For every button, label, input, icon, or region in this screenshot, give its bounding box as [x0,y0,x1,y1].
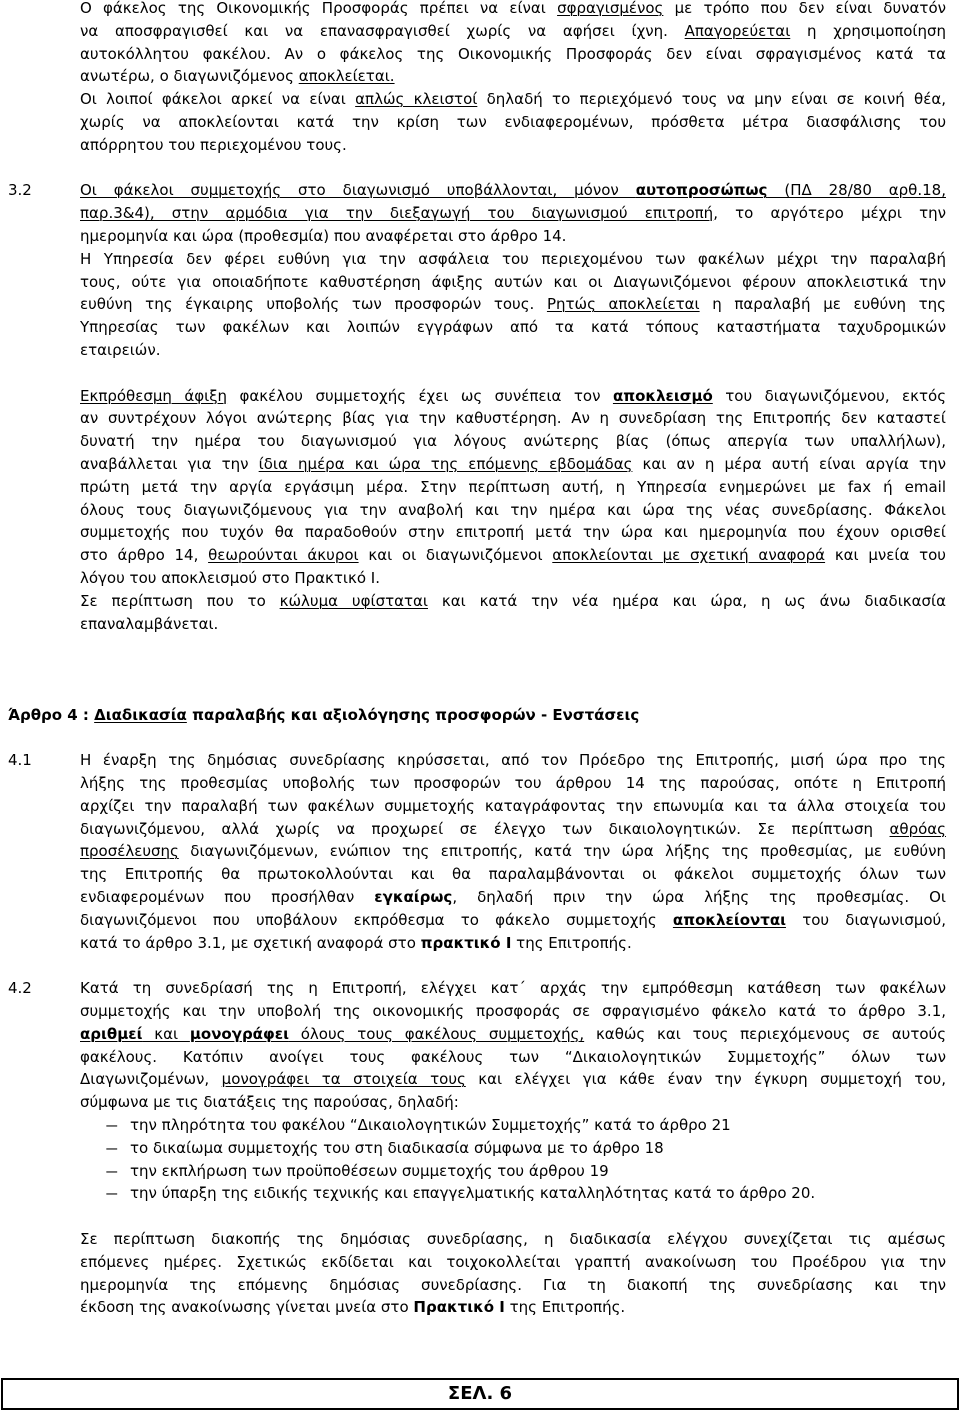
paragraph-impediment [80,590,946,636]
text-run: Διαγωνιζομένων, [80,1070,222,1089]
text-run: επαναλαμβάνεται. [80,614,219,633]
text-line [80,453,946,476]
text-run: την πληρότητα του φακέλου “Δικαιολογητικών Συμμετοχής” κατά το άρθρο 21 [130,1116,731,1135]
text-run: διαγωνιζόμενοι που υποβάλουν εκπρόθεσμα το φάκελο συμμετοχής [80,910,673,929]
underlined-text: (ΠΔ 28/80 αρθ.18, [767,181,946,200]
section-4-1-text [80,749,946,954]
text-line [80,840,946,863]
document-body [8,0,947,1319]
text-line [80,818,946,841]
text-run: , δηλαδή πριν την ώρα λήξης της προθεσμίας. Οι [452,888,946,907]
bold-text: πρακτικό Ι [420,933,512,952]
underlined-text: Απαγορεύεται [684,21,791,40]
paragraph-envelope-sealing [80,0,946,88]
bullet-text [130,1139,664,1157]
page-number-box [1,1378,959,1410]
text-run: η χρησιμοποίηση [790,21,947,40]
text-line [80,886,946,909]
text-run: ημερομηνία της επόμενης δημόσιας συνεδρίασης. Για τη διακοπή της συνεδρίασης και την [80,1275,946,1294]
underlined-text: Διαδικασία [94,705,187,724]
text-run: το δικαίωμα συμμετοχής του στη διαδικασία σύμφωνα με το άρθρο 18 [130,1138,664,1157]
text-run: και οι διαγωνιζόμενοι [358,546,553,565]
bullet-item [80,1160,946,1183]
bullet-dash: – [105,1161,119,1180]
text-line [80,1068,946,1091]
section-number: 4.2 [8,979,32,998]
text-run: και μνεία του [825,546,946,565]
text-run: την ύπαρξη της ειδικής τεχνικής και επαγγελματικής καταλληλότητας κατά το άρθρο 20. [130,1184,816,1203]
underlined-text: σφραγισμένος [557,0,664,17]
text-run: Υπηρεσίας των φακέλων και λοιπών εγγράφων από τα κατά τόπους καταστήματα ταχυδρομικών [80,318,946,337]
underlined-text: Εκπρόθεσμη άφιξη [80,386,228,405]
text-line [80,430,946,453]
check-list [80,1114,946,1205]
text-line [8,704,946,727]
text-line [80,134,946,157]
text-line [80,88,946,111]
text-run: , το αργότερο μέχρι την [713,204,947,223]
text-line [80,909,946,932]
section-4-2-text [80,977,946,1114]
text-run: και κατά την νέα ημέρα και ώρα, η ως άνω διαδικασία [428,591,946,610]
text-run: όλους τους διαγωνιζόμενους για την αναβολή και την ημέρα και ώρα της νέας συνεδρίασης. Φάκελοι [80,500,946,519]
text-line [80,0,946,20]
text-line [80,43,946,66]
bold-underlined-text: αριθμεί [80,1024,143,1043]
bullet-item [80,1182,946,1205]
bullet-text [130,1116,731,1134]
text-line [80,567,946,590]
text-run: Οι λοιποί φάκελοι αρκεί να είναι [80,90,356,109]
underlined-text: αποκλείονται με σχετική αναφορά [552,546,826,565]
bullet-item [80,1137,946,1160]
article-4-heading [8,704,946,727]
section-number: 3.2 [8,181,32,200]
text-run: λήξης της προθεσμίας υποβολής των προσφορών του άρθρου 14 της παρούσας, οπότε η Επιτροπή [80,774,946,793]
text-run: τους, ούτε για οποιαδήποτε καθυστέρηση άφιξης αυτών και οι Διαγωνιζόμενοι φέρουν αποκλειστικά την [80,272,946,291]
bullet-dash: – [105,1116,119,1135]
text-line [80,385,946,408]
section-number: 4.1 [8,751,32,770]
text-line [80,932,946,955]
text-run: Κατά τη συνεδρίασή της η Επιτροπή, ελέγχει κατ΄ αρχάς την εμπρόθεσμη κατάθεση των φακέλων [80,979,946,998]
text-run: διαγωνιζόμενου, αλλά χωρίς να προχωρεί σε έλεγχο των δικαιολογητικών. Σε περίπτωση [80,819,890,838]
underlined-text: προσέλευσης [80,842,179,861]
text-run: Ο φάκελος της Οικονομικής Προσφοράς πρέπει να είναι [80,0,558,17]
text-line [80,613,946,636]
text-run: κατά το άρθρο 3.1, με σχετική αναφορά στο [80,933,421,952]
text-run: επόμενες ημέρες. Σχετικώς εκδίδεται και τοιχοκολλείται γραπτή ανακοίνωση του Προέδρου για την [80,1252,946,1271]
text-run: του διαγωνιζόμενου, εκτός [712,386,946,405]
bold-underlined-text: αποκλεισμό [612,386,713,405]
text-line [80,1091,946,1114]
text-line [80,202,946,225]
bullet-text [130,1184,815,1202]
text-run: Σε περίπτωση που το [80,591,280,610]
underlined-text: μονογράφει τα στοιχεία τους [221,1070,466,1089]
underlined-text: και [142,1024,190,1043]
underlined-text: όλους τους φακέλους συμμετοχής, [288,1024,585,1043]
paragraph-interruption [80,1228,946,1319]
text-run: συμμετοχής και την υποβολή της οικονομικής προσφοράς σε σφραγισμένο φάκελο κατά το άρθρο 3.1, [80,1002,946,1021]
text-line [80,179,946,202]
text-run: σύμφωνα με τις διατάξεις της παρούσας, δηλαδή: [80,1093,459,1112]
bold-text: εγκαίρως [374,888,453,907]
text-run: δυνατή την ημέρα του διαγωνισμού για λόγους ανώτερης βίας (όπως απεργία των υπαλλήλων), [80,432,946,451]
underlined-text: παρ.3&4), στην αρμόδια για την διεξαγωγή του διαγωνισμού επιτροπή [80,204,714,223]
text-line [80,65,946,88]
underlined-text: απλώς κλειστοί [355,90,478,109]
underlined-text: Ρητώς αποκλείεται [546,295,700,314]
text-run: χωρίς να αποκλείονται κατά την κρίση των ενδιαφερομένων, πρόσθετα μέτρα διασφάλισης του [80,112,946,131]
section-3-2 [8,179,947,247]
text-line [80,1000,946,1023]
text-line [80,271,946,294]
bullet-dash: – [105,1184,119,1203]
text-run: καθώς και τους περιεχόμενους σε αυτούς [584,1024,947,1043]
text-line [80,795,946,818]
text-line [80,749,946,772]
text-run: παραλαβής και αξιολόγησης προσφορών - Ενστάσεις [186,705,640,724]
text-run: η παραλαβή με ευθύνη της [699,295,946,314]
text-run: ανωτέρω, ο διαγωνιζόμενος [80,67,299,86]
paragraph-late-arrival [80,385,946,590]
text-run: της Επιτροπής. [504,1298,626,1317]
text-line [80,1023,946,1046]
section-4-2 [8,977,947,1205]
text-run: στο άρθρο 14, [80,546,209,565]
bold-underlined-text: αποκλείονται [672,910,786,929]
text-line [80,499,946,522]
text-line [80,111,946,134]
underlined-text: θεωρούνται άκυροι [208,546,359,565]
text-run: αυτοκόλλητου φακέλου. Αν ο φάκελος της Οικονομικής Προσφοράς δεν είναι σφραγισμένος κατά τα [80,44,946,63]
bullet-item [80,1114,946,1137]
text-run: Άρθρο 4 : [8,705,95,724]
text-run: φακέλους. Κατόπιν ανοίγει τους φακέλους των “Δικαιολογητικών Συμμετοχής” όλων των [80,1047,946,1066]
page-number: ΣΕΛ. 6 [447,1383,513,1404]
text-run: να αποσφραγισθεί και να επανασφραγισθεί χωρίς να αφήσει ίχνη. [80,21,685,40]
text-run: φακέλου συμμετοχής έχει ως συνέπεια τον [227,386,613,405]
section-4-1 [8,749,946,954]
text-run: εταιρειών. [80,340,161,359]
bold-underlined-text: μονογράφει [189,1024,289,1043]
text-run: ενδιαφερομένων που προσήλθαν [80,888,375,907]
text-line [80,248,946,271]
bold-underlined-text: αυτοπροσώπως [635,181,768,200]
underlined-text: Οι φάκελοι συμμετοχής στο διαγωνισμό υποβάλλονται, μόνον [80,181,636,200]
text-run: πρώτη μετά την αργία εργάσιμη μέρα. Στην περίπτωση αυτή, η Υπηρεσία ενημερώνει με fax ή email [80,477,946,496]
text-run: την εκπλήρωση των προϋποθέσεων συμμετοχής του άρθρου 19 [130,1161,609,1180]
text-line [80,977,946,1000]
text-run: του διαγωνισμού, [785,910,946,929]
text-line [80,772,946,795]
text-line [80,1228,946,1251]
text-line [80,293,946,316]
text-run: της Επιτροπής. [511,933,632,952]
text-run: ημερομηνία και ώρα (προθεσμία) που αναφέρεται στο άρθρο 14. [80,226,567,245]
underlined-text: αθρόας [889,819,946,838]
bullet-text [130,1162,609,1180]
text-run: ευθύνη της έγκαιρης υποβολής των προσφορών τους. [80,295,547,314]
text-run: αρχίζει την παραλαβή των φακέλων συμμετοχής καταγράφοντας την επωνυμία και τα άλλα στοιχεία του [80,796,946,815]
text-line [80,590,946,613]
text-run: και αν η μέρα αυτή είναι αργία την [632,454,946,473]
text-run: Η έναρξη της δημόσιας συνεδρίασης κηρύσσεται, από τον Πρόεδρο της Επιτροπής, μισή ώρα προ της [80,751,946,770]
text-line [80,863,946,886]
underlined-text: ίδια ημέρα και ώρα της επόμενης εβδομάδας [258,454,633,473]
text-line [80,225,946,248]
text-run: αν συντρέχουν λόγοι ανώτερης βίας για την καθυστέρηση. Αν η συνεδρίαση της Επιτροπής δεν καταστεί [80,409,946,428]
text-line [80,316,946,339]
bullet-dash: – [105,1138,119,1157]
text-line [80,1296,946,1319]
text-run: απόρρητου του περιεχομένου τους. [80,135,347,154]
paragraph-other-envelopes [80,88,946,156]
text-line [80,521,946,544]
text-line [80,1274,946,1297]
text-run: αναβάλλεται για την [80,454,259,473]
text-line [80,1046,946,1069]
text-line [80,544,946,567]
bold-text: Πρακτικό Ι [413,1298,505,1317]
text-line [80,20,946,43]
text-run: Σε περίπτωση διακοπής της δημόσιας συνεδρίασης, η διαδικασία ελέγχου συνεχίζεται τις αμέσως [80,1230,946,1249]
text-run: έκδοση της ανακοίνωσης γίνεται μνεία στο [80,1298,414,1317]
text-run: δηλαδή το περιεχόμενό τους να μην είναι σε κοινή θέα, [477,90,946,109]
paragraph-no-liability [80,248,946,362]
text-line [80,1251,946,1274]
underlined-text: κώλυμα υφίσταται [279,591,428,610]
text-run: με τρόπο που δεν είναι δυνατόν [663,0,947,17]
text-run: λόγου του αποκλεισμού στο Πρακτικό Ι. [80,568,380,587]
text-line [80,339,946,362]
section-3-2-text [80,179,946,247]
text-run: συμμετοχής που τυχόν θα παραδοθούν στην επιτροπή μετά την ώρα και ημερομηνία που έχουν ορισθεί [80,523,946,542]
text-run: της Επιτροπής θα πρωτοκολλούνται και θα παραλαμβάνονται οι φάκελοι συμμετοχής όλων των [80,865,946,884]
text-run: Η Υπηρεσία δεν φέρει ευθύνη για την ασφάλεια του περιεχομένου των φακέλων μέχρι την παραλαβή [80,249,946,268]
text-run: διαγωνιζόμενων, ενώπιον της επιτροπής, κατά την ώρα λήξης της προθεσμίας, με ευθύνη [178,842,946,861]
underlined-text: αποκλείεται. [298,67,395,86]
text-line [80,407,946,430]
text-run: και ελέγχει για κάθε έναν την έγκυρη συμμετοχή του, [465,1070,946,1089]
text-line [80,476,946,499]
